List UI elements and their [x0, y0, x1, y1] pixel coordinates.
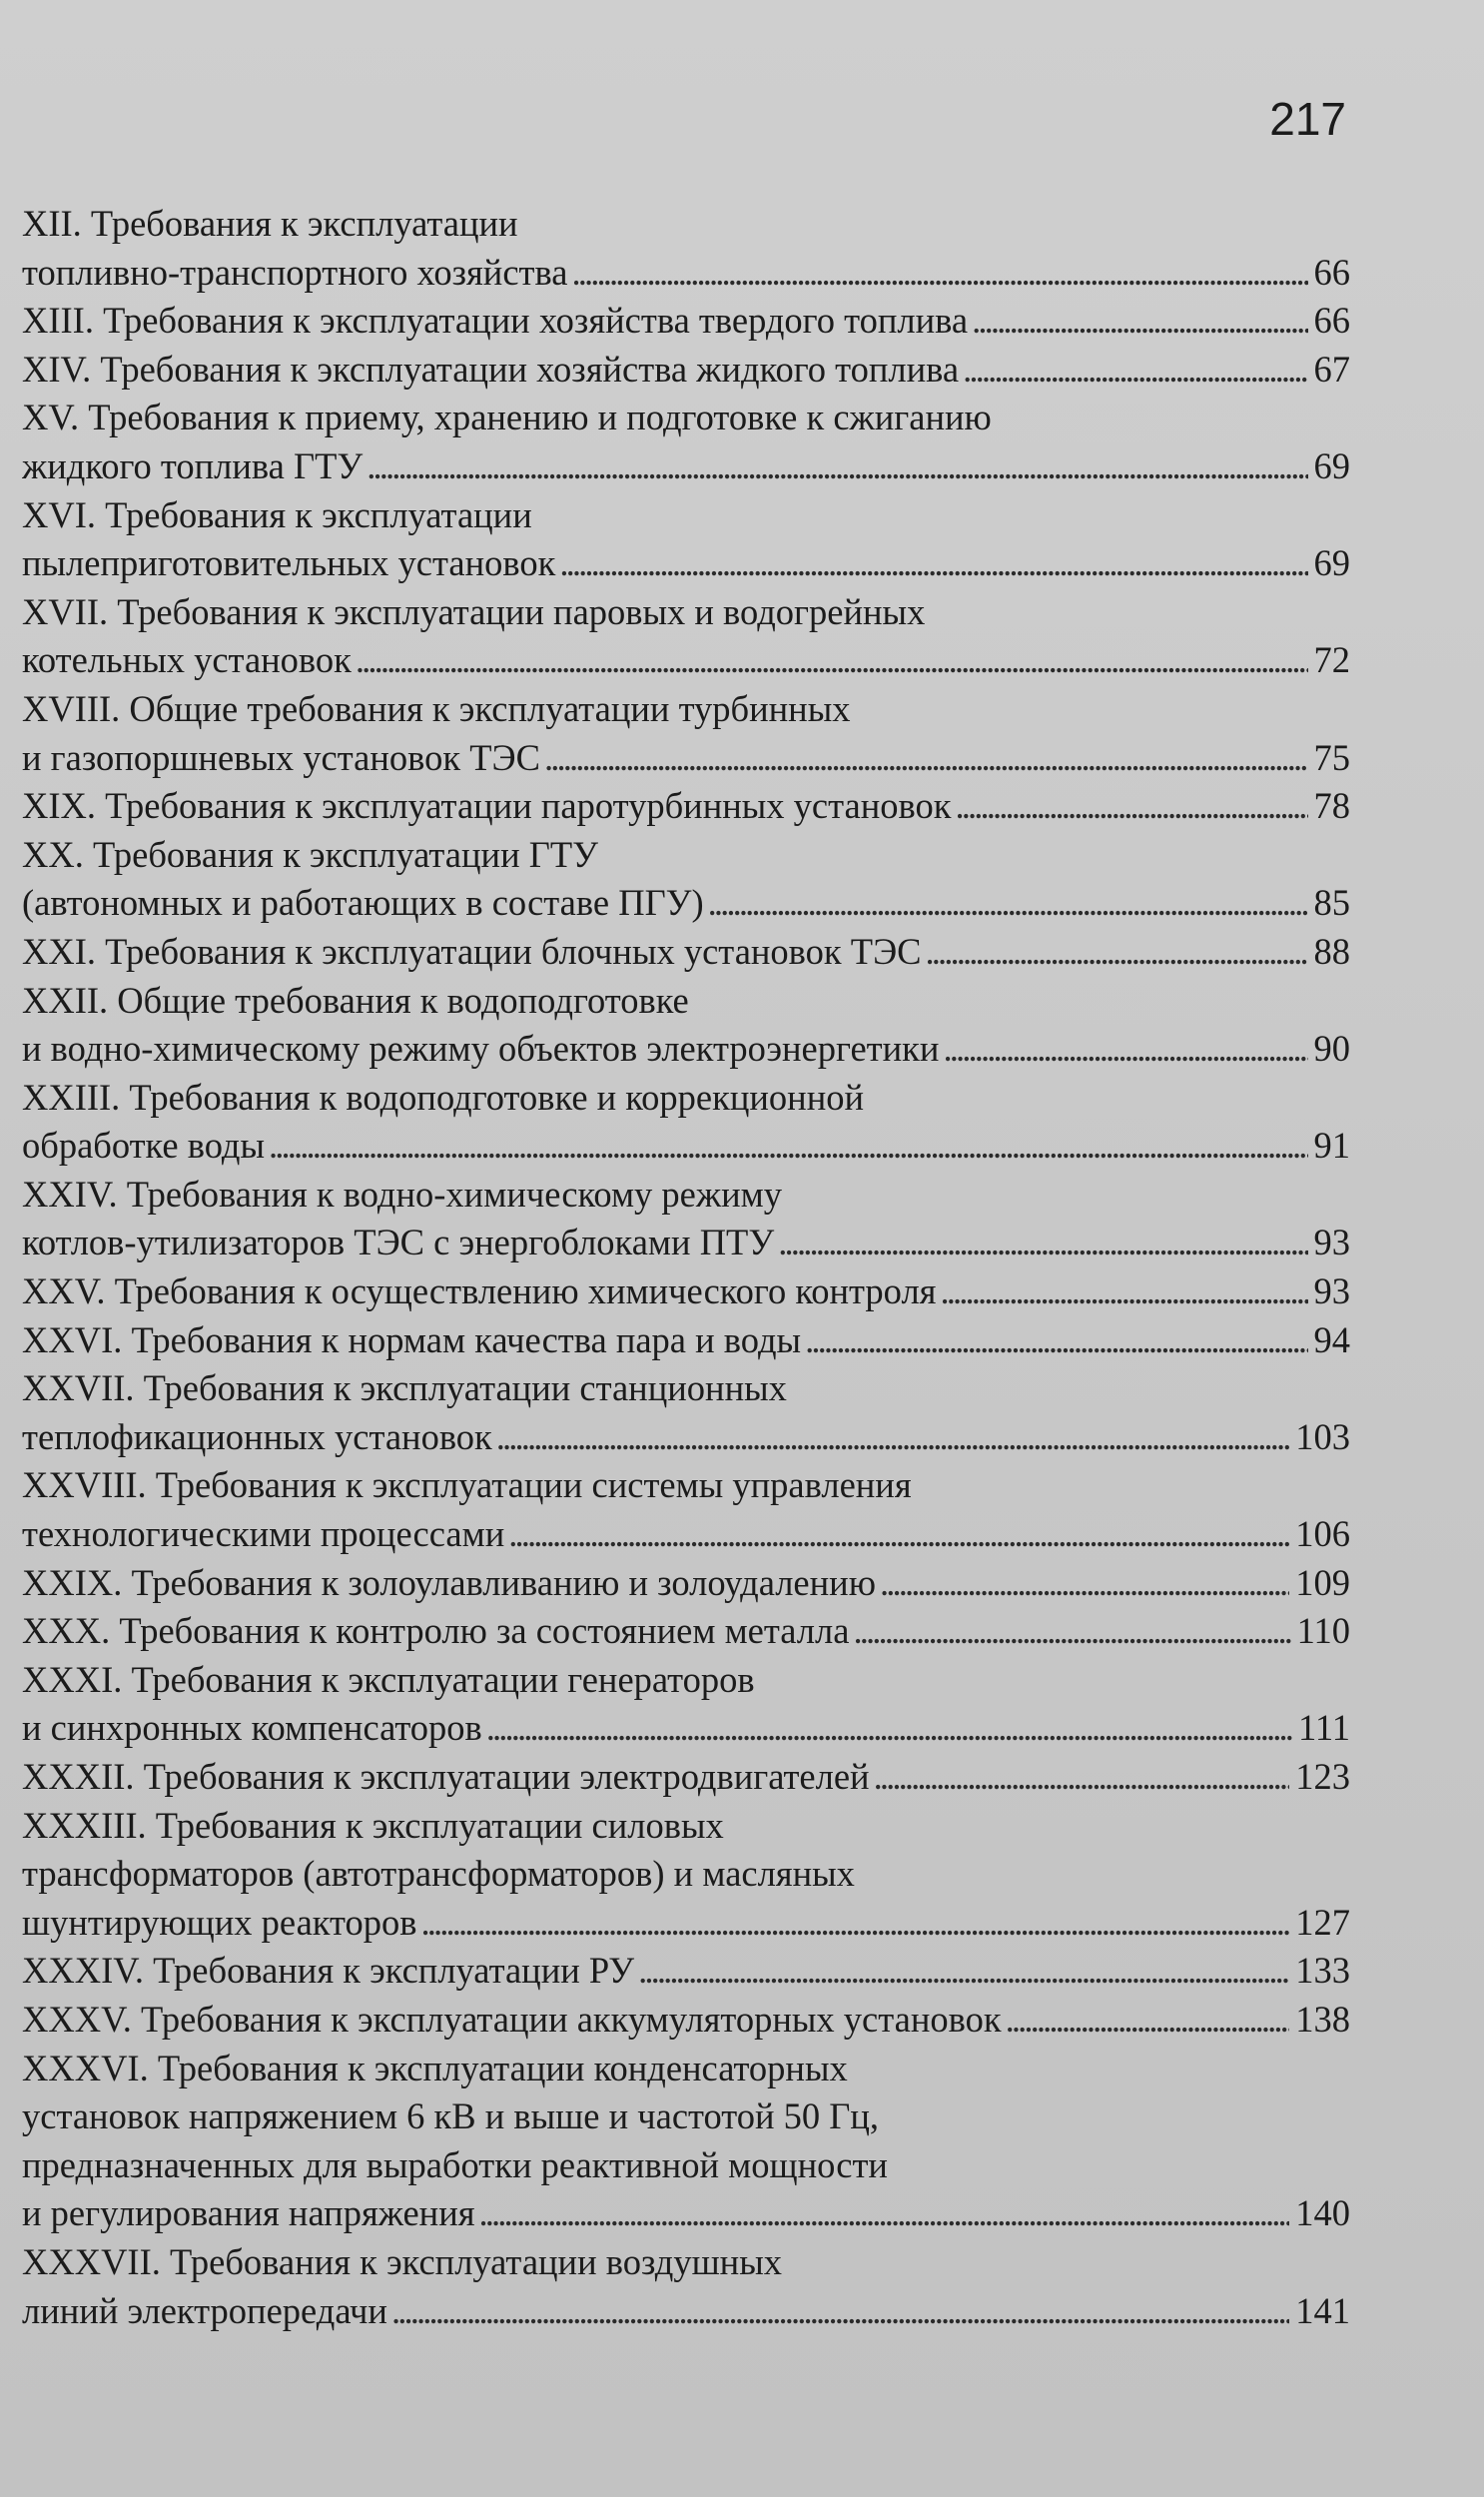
toc-entry-page: 78	[1313, 785, 1350, 827]
toc-entry-last-line	[22, 2189, 1350, 2238]
toc-entry-last-line	[22, 442, 1350, 491]
toc-entry-text: XIV. Требования к эксплуатации хозяйства жидкого топлива	[22, 348, 960, 390]
toc-entry-last-line	[22, 1607, 1350, 1656]
toc-entry-text: XVI. Требования к эксплуатации	[22, 493, 532, 535]
toc-entry	[22, 977, 1350, 1074]
toc-entry	[22, 1656, 1350, 1753]
toc-entry-last-line	[22, 1559, 1350, 1608]
dot-leader	[874, 1753, 1290, 1802]
dot-leader	[943, 1025, 1307, 1074]
toc-entry-page: 75	[1313, 736, 1350, 778]
toc-entry	[22, 782, 1350, 831]
toc-entry-text: XIII. Требования к эксплуатации хозяйства твердого топлива	[22, 300, 969, 342]
dot-leader	[1006, 1996, 1290, 2045]
toc-entry	[22, 831, 1350, 928]
toc-entry	[22, 685, 1350, 782]
toc-entry-text: установок напряжением 6 кВ и выше и частотой 50 Гц,	[22, 2095, 880, 2137]
toc-entry-last-line	[22, 782, 1350, 831]
toc-entry	[22, 200, 1350, 297]
toc-entry	[22, 1947, 1350, 1996]
dot-leader	[559, 539, 1307, 588]
toc-entry-last-line	[22, 249, 1350, 298]
toc-entry-page: 69	[1313, 444, 1350, 486]
dot-leader	[853, 1607, 1290, 1656]
table-of-contents	[22, 200, 1350, 2335]
toc-entry-last-line	[22, 539, 1350, 588]
toc-entry-page: 67	[1313, 348, 1350, 390]
dot-leader	[963, 346, 1307, 395]
toc-entry-page: 94	[1313, 1318, 1350, 1360]
dot-leader	[269, 1122, 1308, 1171]
toc-entry-text: трансформаторов (автотрансформаторов) и масляных	[22, 1853, 855, 1895]
dot-leader	[805, 1316, 1307, 1365]
toc-entry-text: XXI. Требования к эксплуатации блочных установок ТЭС	[22, 930, 922, 972]
toc-entry	[22, 1171, 1350, 1267]
toc-entry-text: XXXVII. Требования к эксплуатации воздушных	[22, 2240, 782, 2282]
toc-entry	[22, 1607, 1350, 1656]
toc-entry-page: 85	[1313, 882, 1350, 924]
toc-entry-page: 111	[1297, 1707, 1350, 1749]
toc-entry-last-line	[22, 1025, 1350, 1074]
dot-leader	[940, 1267, 1307, 1316]
toc-entry-text: XXV. Требования к осуществлению химического контроля	[22, 1270, 937, 1312]
toc-entry	[22, 1559, 1350, 1608]
toc-entry-last-line	[22, 1413, 1350, 1462]
toc-entry-page: 90	[1313, 1028, 1350, 1070]
toc-entry-last-line	[22, 879, 1350, 928]
toc-entry-text: XX. Требования к эксплуатации ГТУ	[22, 833, 598, 875]
toc-entry	[22, 346, 1350, 395]
toc-entry-text: XXXIV. Требования к эксплуатации РУ	[22, 1950, 635, 1992]
toc-entry-last-line	[22, 1267, 1350, 1316]
toc-entry-text: XXIX. Требования к золоулавливанию и золоудалению	[22, 1561, 876, 1603]
dot-leader	[880, 1559, 1289, 1608]
toc-entry-last-line	[22, 1947, 1350, 1996]
toc-entry	[22, 1753, 1350, 1802]
dot-leader	[508, 1510, 1289, 1559]
toc-entry-text: технологическими процессами	[22, 1513, 505, 1555]
toc-entry-page: 123	[1295, 1756, 1350, 1797]
toc-entry-page: 93	[1313, 1222, 1350, 1263]
toc-entry-page: 66	[1313, 251, 1350, 293]
toc-entry-text: котлов-утилизаторов ТЭС с энергоблоками ПТУ	[22, 1222, 775, 1263]
toc-entry-page: 110	[1296, 1610, 1350, 1652]
toc-entry	[22, 394, 1350, 490]
toc-entry	[22, 588, 1350, 685]
toc-entry-text: XXXI. Требования к эксплуатации генераторов	[22, 1658, 755, 1700]
toc-entry	[22, 2045, 1350, 2238]
toc-entry-page: 127	[1295, 1901, 1350, 1943]
toc-entry-last-line	[22, 734, 1350, 783]
toc-entry-text: жидкого топлива ГТУ	[22, 444, 364, 486]
toc-entry-text: XXXVI. Требования к эксплуатации конденсаторных	[22, 2047, 848, 2088]
toc-entry-text: XXXIII. Требования к эксплуатации силовых	[22, 1804, 724, 1846]
toc-entry	[22, 1267, 1350, 1316]
toc-entry-last-line	[22, 1510, 1350, 1559]
toc-entry-text: XXVIII. Требования к эксплуатации системы управления	[22, 1464, 912, 1506]
toc-entry	[22, 1461, 1350, 1558]
toc-entry-last-line	[22, 1899, 1350, 1948]
dot-leader	[496, 1413, 1289, 1462]
toc-entry-last-line	[22, 2287, 1350, 2336]
toc-entry-last-line	[22, 928, 1350, 977]
toc-entry-text: котельных установок	[22, 639, 352, 681]
toc-entry-text: XXXV. Требования к эксплуатации аккумуляторных установок	[22, 1998, 1002, 2040]
toc-entry-page: 66	[1313, 300, 1350, 342]
toc-entry-text: предназначенных для выработки реактивной мощности	[22, 2143, 888, 2185]
dot-leader	[778, 1219, 1307, 1267]
toc-entry-text: XXII. Общие требования к водоподготовке	[22, 979, 689, 1021]
toc-entry-page: 93	[1313, 1270, 1350, 1312]
toc-entry-text: XXX. Требования к контролю за состоянием металла	[22, 1610, 850, 1652]
toc-entry-text: XIX. Требования к эксплуатации паротурбинных установок	[22, 785, 952, 827]
toc-entry-text: XXVI. Требования к нормам качества пара и воды	[22, 1318, 802, 1360]
dot-leader	[638, 1947, 1289, 1996]
toc-entry-text: XV. Требования к приему, хранению и подготовке к сжиганию	[22, 397, 992, 438]
toc-entry-text: XII. Требования к эксплуатации	[22, 203, 518, 244]
toc-entry	[22, 1996, 1350, 2045]
toc-entry-text: и газопоршневых установок ТЭС	[22, 736, 540, 778]
page-number: 217	[1269, 93, 1346, 145]
toc-entry-text: XXIV. Требования к водно-химическому режиму	[22, 1173, 782, 1215]
toc-entry-page: 109	[1295, 1561, 1350, 1603]
toc-entry-text: линий электропередачи	[22, 2289, 387, 2331]
toc-entry-last-line	[22, 1996, 1350, 2045]
toc-entry-last-line	[22, 1219, 1350, 1267]
dot-leader	[420, 1899, 1289, 1948]
toc-entry-text: XXXII. Требования к эксплуатации электродвигателей	[22, 1756, 870, 1797]
toc-entry-text: обработке воды	[22, 1125, 265, 1167]
toc-entry	[22, 1364, 1350, 1461]
toc-entry-page: 103	[1295, 1415, 1350, 1457]
dot-leader	[356, 636, 1308, 685]
toc-entry-page: 138	[1295, 1998, 1350, 2040]
toc-entry-page: 140	[1295, 2192, 1350, 2234]
toc-entry-page: 91	[1313, 1125, 1350, 1167]
toc-entry-last-line	[22, 636, 1350, 685]
toc-entry-text: и водно-химическому режиму объектов электроэнергетики	[22, 1028, 940, 1070]
toc-entry-page: 69	[1313, 542, 1350, 584]
dot-leader	[926, 928, 1308, 977]
toc-entry-text: пылеприготовительных установок	[22, 542, 556, 584]
toc-entry-last-line	[22, 346, 1350, 395]
toc-entry-page: 88	[1313, 930, 1350, 972]
toc-entry-text: и регулирования напряжения	[22, 2192, 475, 2234]
toc-entry-page: 141	[1295, 2289, 1350, 2331]
toc-entry	[22, 297, 1350, 346]
toc-entry	[22, 1802, 1350, 1948]
dot-leader	[367, 442, 1307, 491]
toc-entry-page: 133	[1295, 1950, 1350, 1992]
toc-entry-text: (автономных и работающих в составе ПГУ)	[22, 882, 704, 924]
dot-leader	[391, 2287, 1289, 2336]
toc-entry-text: теплофикационных установок	[22, 1415, 492, 1457]
dot-leader	[955, 782, 1307, 831]
toc-entry	[22, 1316, 1350, 1365]
toc-entry	[22, 1074, 1350, 1171]
dot-leader	[479, 2189, 1290, 2238]
toc-entry-last-line	[22, 1704, 1350, 1753]
toc-entry-last-line	[22, 1122, 1350, 1171]
toc-entry-text: XXIII. Требования к водоподготовке и коррекционной	[22, 1076, 865, 1118]
dot-leader	[486, 1704, 1292, 1753]
toc-entry-text: топливно-транспортного хозяйства	[22, 251, 568, 293]
dot-leader	[972, 297, 1307, 346]
toc-entry	[22, 2238, 1350, 2335]
toc-entry-text: шунтирующих реакторов	[22, 1901, 417, 1943]
toc-entry-last-line	[22, 1753, 1350, 1802]
toc-entry-last-line	[22, 297, 1350, 346]
toc-entry-text: XVII. Требования к эксплуатации паровых и водогрейных	[22, 590, 926, 632]
toc-entry-last-line	[22, 1316, 1350, 1365]
toc-entry-page: 72	[1313, 639, 1350, 681]
dot-leader	[571, 249, 1307, 298]
toc-entry-text: XXVII. Требования к эксплуатации станционных	[22, 1367, 787, 1409]
toc-entry-text: XVIII. Общие требования к эксплуатации турбинных	[22, 687, 851, 729]
toc-entry-page: 106	[1295, 1513, 1350, 1555]
toc-entry	[22, 928, 1350, 977]
toc-entry	[22, 491, 1350, 588]
toc-entry-text: и синхронных компенсаторов	[22, 1707, 482, 1749]
dot-leader	[708, 879, 1308, 928]
dot-leader	[544, 734, 1308, 783]
